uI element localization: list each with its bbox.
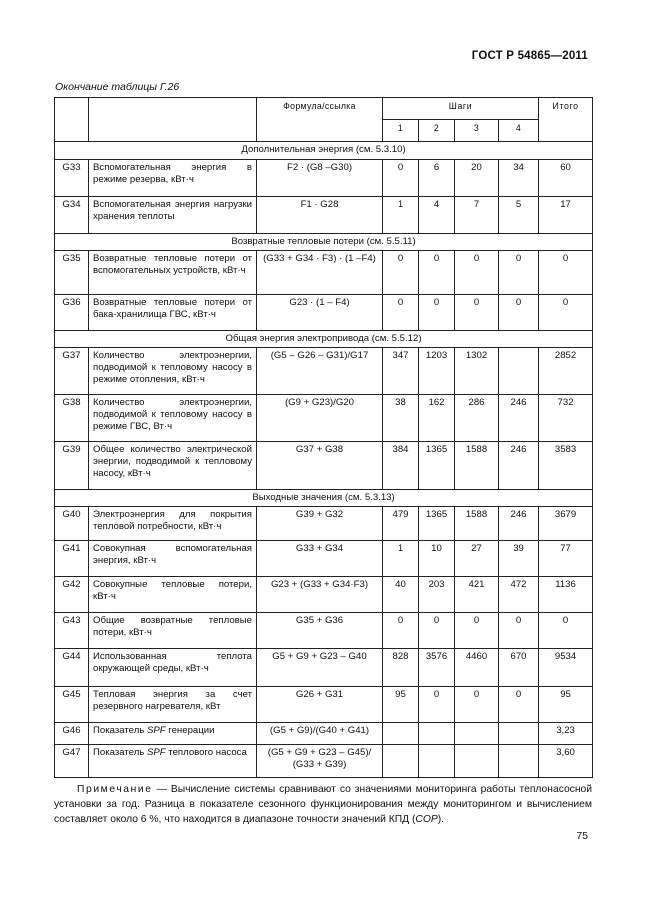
row-step-1: 1 (383, 197, 419, 234)
row-step-2: 3576 (419, 649, 455, 687)
row-step-4: 246 (499, 395, 539, 442)
row-step-2: 6 (419, 160, 455, 197)
row-step-1: 0 (383, 251, 419, 295)
row-formula: G5 + G9 + G23 – G40 (257, 649, 383, 687)
row-code: G39 (55, 442, 89, 490)
row-formula: G23 + (G33 + G34·F3) (257, 577, 383, 613)
row-step-2 (419, 723, 455, 745)
row-step-2: 1365 (419, 507, 455, 541)
header-description (89, 98, 257, 142)
note-label: Примечание (77, 784, 153, 795)
section-row (55, 234, 593, 251)
row-step-3: 27 (455, 541, 499, 577)
row-description: Электроэнергия для покрытия тепловой потребности, кВт·ч (89, 507, 257, 541)
row-step-3: 421 (455, 577, 499, 613)
row-code: G33 (55, 160, 89, 197)
row-description: Количество электроэнергии, подводимой к тепловому насосу в режиме отопления, кВт·ч (89, 348, 257, 395)
row-step-4 (499, 745, 539, 778)
table-row (55, 251, 593, 295)
row-code: G37 (55, 348, 89, 395)
row-step-2: 0 (419, 295, 455, 331)
row-step-1 (383, 723, 419, 745)
table-row (55, 507, 593, 541)
row-step-4: 0 (499, 613, 539, 649)
table-row (55, 541, 593, 577)
table-row (55, 649, 593, 687)
table-row (55, 295, 593, 331)
table-header-row (55, 98, 593, 120)
row-total: 3679 (539, 507, 593, 541)
row-description: Вспомогательная энергия в режиме резерва, кВт·ч (89, 160, 257, 197)
section-row (55, 331, 593, 348)
row-step-4: 472 (499, 577, 539, 613)
row-step-1: 95 (383, 687, 419, 723)
row-step-2: 0 (419, 687, 455, 723)
standard-number: ГОСТ Р 54865—2011 (471, 50, 588, 62)
table-row (55, 577, 593, 613)
row-step-1: 40 (383, 577, 419, 613)
row-total: 17 (539, 197, 593, 234)
row-formula: F1 · G28 (257, 197, 383, 234)
row-step-2: 0 (419, 613, 455, 649)
row-total: 0 (539, 295, 593, 331)
row-step-2: 203 (419, 577, 455, 613)
row-total: 3,60 (539, 745, 593, 778)
section-title: Возвратные тепловые потери (см. 5.5.11) (55, 234, 593, 251)
row-step-2: 1203 (419, 348, 455, 395)
row-step-1: 38 (383, 395, 419, 442)
row-step-3: 0 (455, 251, 499, 295)
row-step-4 (499, 348, 539, 395)
row-description: Совокупные тепловые потери, кВт·ч (89, 577, 257, 613)
row-code: G44 (55, 649, 89, 687)
data-table (54, 97, 593, 778)
table-row (55, 160, 593, 197)
row-description: Тепловая энергия за счет резервного нагревателя, кВт (89, 687, 257, 723)
row-step-4: 246 (499, 442, 539, 490)
row-step-1: 0 (383, 613, 419, 649)
row-code: G45 (55, 687, 89, 723)
row-step-2 (419, 745, 455, 778)
table-caption: Окончание таблицы Г.26 (55, 81, 180, 93)
row-total: 60 (539, 160, 593, 197)
row-code: G46 (55, 723, 89, 745)
row-formula: (G5 – G26 – G31)/G17 (257, 348, 383, 395)
row-step-1: 0 (383, 160, 419, 197)
table-row (55, 197, 593, 234)
table-row (55, 395, 593, 442)
note-text: — Вычисление системы сравнивают со значениями мониторинга работы теплонасосной установки за год. Разница в показателе сезонного функционирования между мониторингом и вычислением составляет около 6 %, что находится в диапазоне точности значений КПД (COP). (54, 784, 592, 825)
row-step-3: 1588 (455, 442, 499, 490)
row-step-3 (455, 723, 499, 745)
row-total: 2852 (539, 348, 593, 395)
row-step-3: 0 (455, 687, 499, 723)
section-title: Общая энергия электропривода (см. 5.5.12) (55, 331, 593, 348)
table-row (55, 442, 593, 490)
row-step-2: 10 (419, 541, 455, 577)
table-row (55, 613, 593, 649)
row-formula: (G5 + G9 + G23 – G45)/ (G33 + G39) (257, 745, 383, 778)
row-step-4: 34 (499, 160, 539, 197)
row-code: G35 (55, 251, 89, 295)
table-note (54, 782, 592, 827)
row-total: 9534 (539, 649, 593, 687)
row-formula: G35 + G36 (257, 613, 383, 649)
row-step-1 (383, 745, 419, 778)
row-step-1: 384 (383, 442, 419, 490)
row-code: G34 (55, 197, 89, 234)
row-description: Показатель SPF теплового насоса (89, 745, 257, 778)
row-step-3: 0 (455, 295, 499, 331)
row-total: 3,23 (539, 723, 593, 745)
row-step-3: 20 (455, 160, 499, 197)
row-description: Количество электроэнергии, подводимой к тепловому насосу в режиме ГВС, Вт·ч (89, 395, 257, 442)
row-code: G38 (55, 395, 89, 442)
table-row (55, 723, 593, 745)
row-step-2: 1365 (419, 442, 455, 490)
section-row (55, 490, 593, 507)
row-code: G43 (55, 613, 89, 649)
row-formula: G26 + G31 (257, 687, 383, 723)
row-step-4: 246 (499, 507, 539, 541)
row-description: Использованная теплота окружающей среды, кВт·ч (89, 649, 257, 687)
row-description: Общее количество электрической энергии, подводимой к тепловому насосу, кВт·ч (89, 442, 257, 490)
row-total: 95 (539, 687, 593, 723)
row-formula: (G5 + G9)/(G40 + G41) (257, 723, 383, 745)
row-step-4 (499, 723, 539, 745)
row-total: 0 (539, 251, 593, 295)
row-description: Вспомогательная энергия нагрузки хранения теплоты (89, 197, 257, 234)
row-step-1: 347 (383, 348, 419, 395)
row-step-2: 162 (419, 395, 455, 442)
table-row (55, 745, 593, 778)
row-description: Возвратные тепловые потери от бака-хранилища ГВС, кВт·ч (89, 295, 257, 331)
row-step-4: 39 (499, 541, 539, 577)
row-description: Совокупная вспомогательная энергия, кВт·ч (89, 541, 257, 577)
row-step-3: 286 (455, 395, 499, 442)
row-total: 1136 (539, 577, 593, 613)
row-step-4: 0 (499, 687, 539, 723)
row-step-2: 0 (419, 251, 455, 295)
row-step-4: 5 (499, 197, 539, 234)
row-step-1: 1 (383, 541, 419, 577)
row-formula: G33 + G34 (257, 541, 383, 577)
row-formula: G39 + G32 (257, 507, 383, 541)
section-title: Выходные значения (см. 5.3.13) (55, 490, 593, 507)
row-total: 0 (539, 613, 593, 649)
row-step-2: 4 (419, 197, 455, 234)
row-step-4: 670 (499, 649, 539, 687)
section-row (55, 142, 593, 160)
table-row (55, 687, 593, 723)
row-formula: F2 · (G8 –G30) (257, 160, 383, 197)
header-total: Итого (539, 98, 593, 142)
header-step-2: 2 (419, 120, 455, 142)
row-step-1: 828 (383, 649, 419, 687)
row-step-3: 0 (455, 613, 499, 649)
row-step-3: 7 (455, 197, 499, 234)
row-code: G40 (55, 507, 89, 541)
row-description: Общие возвратные тепловые потери, кВт·ч (89, 613, 257, 649)
row-formula: G37 + G38 (257, 442, 383, 490)
row-total: 732 (539, 395, 593, 442)
row-step-4: 0 (499, 251, 539, 295)
row-step-3: 1302 (455, 348, 499, 395)
row-code: G47 (55, 745, 89, 778)
row-step-3: 1588 (455, 507, 499, 541)
header-step-1: 1 (383, 120, 419, 142)
row-formula: (G33 + G34 · F3) · (1 –F4) (257, 251, 383, 295)
header-step-4: 4 (499, 120, 539, 142)
table-row (55, 348, 593, 395)
row-step-3: 4460 (455, 649, 499, 687)
row-step-1: 479 (383, 507, 419, 541)
row-formula: (G9 + G23)/G20 (257, 395, 383, 442)
row-code: G42 (55, 577, 89, 613)
row-code: G36 (55, 295, 89, 331)
row-description: Возвратные тепловые потери от вспомогательных устройств, кВт·ч (89, 251, 257, 295)
row-total: 77 (539, 541, 593, 577)
row-code: G41 (55, 541, 89, 577)
header-step-3: 3 (455, 120, 499, 142)
page-number: 75 (576, 830, 588, 842)
header-formula: Формула/ссылка (257, 98, 383, 142)
row-description: Показатель SPF генерации (89, 723, 257, 745)
row-step-1: 0 (383, 295, 419, 331)
row-step-4: 0 (499, 295, 539, 331)
row-formula: G23 · (1 – F4) (257, 295, 383, 331)
header-steps: Шаги (383, 98, 539, 120)
header-code (55, 98, 89, 142)
row-total: 3583 (539, 442, 593, 490)
section-title: Дополнительная энергия (см. 5.3.10) (55, 142, 593, 160)
row-step-3 (455, 745, 499, 778)
